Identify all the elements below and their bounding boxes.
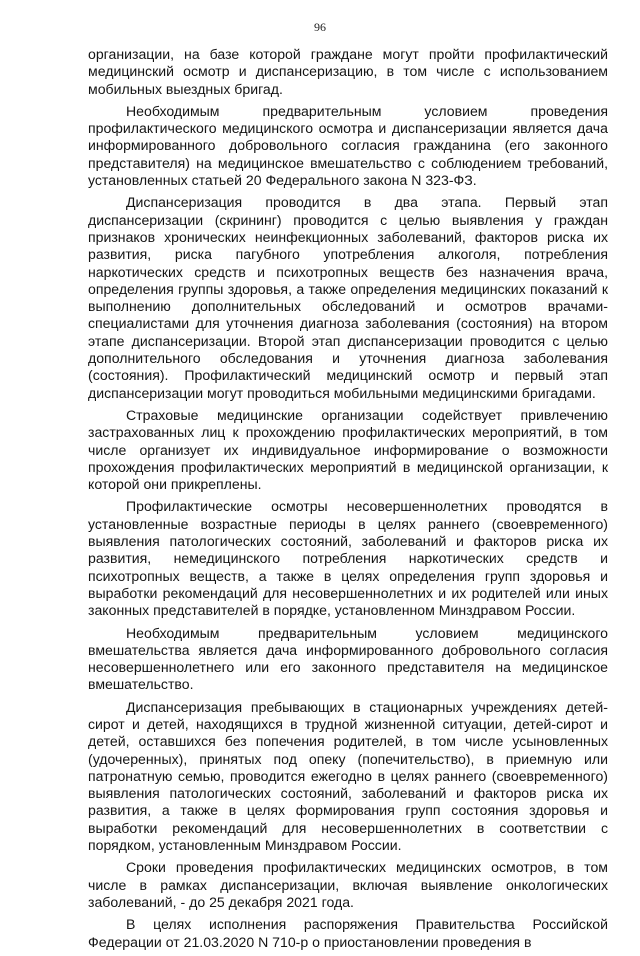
page-number: 96 (314, 20, 326, 34)
paragraph-9: В целях исполнения распоряжения Правительства Российской Федерации от 21.03.2020 N 710-р о приостановлении проведения в (88, 916, 608, 950)
paragraph-4: Страховые медицинские организации содействует привлечению застрахованных лиц к прохождению профилактических мероприятий, в том числе организует их индивидуальное информирование о возможности прохождения профилактических мероприятий в медицинской организации, к которой они прикреплены. (88, 406, 608, 493)
body-text (88, 46, 608, 956)
paragraph-7: Диспансеризация пребывающих в стационарных учреждениях детей-сирот и детей, находящихся в трудной жизненной ситуации, детей-сирот и детей, оставшихся без попечения родителей, в том числе усыновленных (удочеренных), принятых под опеку (попечительство), в приемную или патронатную семью, проводится ежегодно в целях раннего (своевременного) выявления патологических состояний, заболеваний и факторов риска их развития, а также в целях формирования групп состояния здоровья и выработки рекомендаций для несовершеннолетних в соответствии с порядком, установленным Минздравом России. (88, 698, 608, 854)
paragraph-1: организации, на базе которой граждане могут пройти профилактический медицинский осмотр и диспансеризацию, в том числе с использованием мобильных выездных бригад. (88, 46, 608, 97)
paragraph-8: Сроки проведения профилактических медицинских осмотров, в том числе в рамках диспансеризации, включая выявление онкологических заболеваний, - до 25 декабря 2021 года. (88, 859, 608, 910)
paragraph-3: Диспансеризация проводится в два этапа. Первый этап диспансеризации (скрининг) проводится с целью выявления у граждан признаков хронических неинфекционных заболеваний, факторов риска их развития, риска пагубного употребления алкоголя, потребления наркотических средств и психотропных веществ без назначения врача, определения группы здоровья, а также определения медицинских показаний к выполнению дополнительных обследований и осмотров врачами-специалистами для уточнения диагноза заболевания (состояния) на втором этапе диспансеризации. Второй этап диспансеризации проводится с целью дополнительного обследования и уточнения диагноза заболевания (состояния). Профилактический медицинский осмотр и первый этап диспансеризации могут проводиться мобильными медицинскими бригадами. (88, 194, 608, 401)
paragraph-5: Профилактические осмотры несовершеннолетних проводятся в установленные возрастные периоды в целях раннего (своевременного) выявления патологических состояний, заболеваний и факторов риска их развития, немедицинского потребления наркотических средств и психотропных веществ, а также в целях определения групп здоровья и выработки рекомендаций для несовершеннолетних и их родителей или иных законных представителей в порядке, установленном Минздравом России. (88, 498, 608, 619)
paragraph-6: Необходимым предварительным условием медицинского вмешательства является дача информированного добровольного согласия несовершеннолетнего или его законного представителя на медицинское вмешательство. (88, 624, 608, 693)
paragraph-2: Необходимым предварительным условием проведения профилактического медицинского осмотра и диспансеризации является дача информированного добровольного согласия гражданина (его законного представителя) на медицинское вмешательство с соблюдением требований, установленных статьей 20 Федерального закона N 323-ФЗ. (88, 102, 608, 189)
